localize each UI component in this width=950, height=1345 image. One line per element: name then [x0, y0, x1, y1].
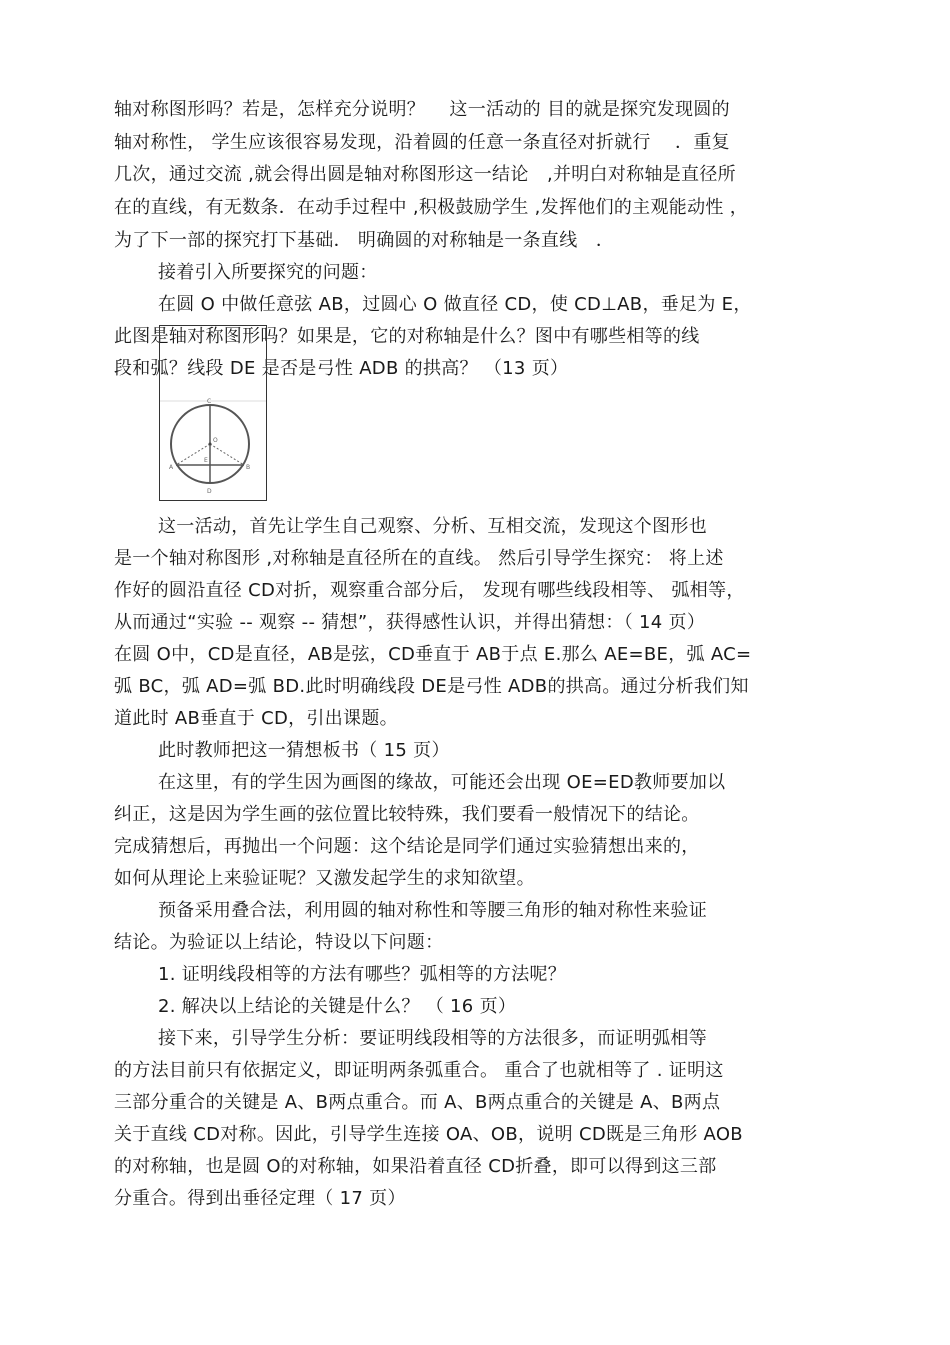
- text-line: 三部分重合的关键是 A、B两点重合。而 A、B两点重合的关键是 A、B两点: [114, 1092, 721, 1113]
- text-line: 纠正，这是因为学生画的弦位置比较特殊，我们要看一般情况下的结论。: [114, 804, 700, 825]
- text-line: 为了下一部的探究打下基础． 明确圆的对称轴是一条直线 ．: [114, 230, 615, 251]
- text-line: 是一个轴对称图形 ,对称轴是直径所在的直线。 然后引导学生探究： 将上述: [114, 548, 724, 569]
- text-line: 弧 BC，弧 AD=弧 BD.此时明确线段 DE是弓性 ADB的拱高。通过分析我们知: [114, 676, 749, 697]
- text-line: 接着引入所要探究的问题：: [158, 262, 378, 283]
- text-line: 预备采用叠合法，利用圆的轴对称性和等腰三角形的轴对称性来验证: [158, 900, 707, 921]
- text-line: 从而通过“实验 -- 观察 -- 猜想”，获得感性认识，并得出猜想：（ 14 页）: [114, 612, 706, 633]
- text-line: 的对称轴，也是圆 O的对称轴，如果沿着直径 CD折叠，即可以得到这三部: [114, 1156, 717, 1177]
- text-line: 的方法目前只有依据定义，即证明两条弧重合。 重合了也就相等了 . 证明这: [114, 1060, 724, 1081]
- text-line: 结论。为验证以上结论，特设以下问题：: [114, 932, 444, 953]
- text-line: 几次，通过交流 ,就会得出圆是轴对称图形这一结论 ,并明白对称轴是直径所: [114, 164, 736, 185]
- label-b: B: [246, 464, 251, 471]
- label-c: C: [207, 398, 212, 405]
- text-line: 此图是轴对称图形吗？如果是，它的对称轴是什么？图中有哪些相等的线: [114, 326, 700, 347]
- label-d: D: [207, 488, 212, 495]
- text-line: 接下来，引导学生分析：要证明线段相等的方法很多，而证明弧相等: [158, 1028, 707, 1049]
- circle-diagram-svg: [160, 326, 266, 500]
- text-line: 段和弧？线段 DE 是否是弓性 ADB 的拱高？ （13 页）: [114, 358, 569, 379]
- text-line: 作好的圆沿直径 CD对折，观察重合部分后， 发现有哪些线段相等、 弧相等，: [114, 580, 745, 601]
- circle-diagram: [159, 325, 267, 501]
- text-line: 在圆 O 中做任意弦 AB，过圆心 O 做直径 CD，使 CD⊥AB，垂足为 E，: [158, 294, 752, 315]
- text-line: 轴对称图形吗？若是，怎样充分说明？ 这一活动的 目的就是探究发现圆的: [114, 99, 730, 120]
- text-line: 在的直线，有无数条．在动手过程中 ,积极鼓励学生 ,发挥他们的主观能动性 ，: [114, 197, 749, 218]
- question-item: 1. 证明线段相等的方法有哪些？弧相等的方法呢？: [158, 964, 567, 985]
- segment-ob: [210, 444, 244, 465]
- label-e: E: [204, 457, 208, 464]
- text-line: 轴对称性， 学生应该很容易发现，沿着圆的任意一条直径对折就行 ．重复: [114, 132, 730, 153]
- text-line: 完成猜想后，再抛出一个问题：这个结论是同学们通过实验猜想出来的，: [114, 836, 700, 857]
- text-line: 在圆 O中，CD是直径，AB是弦，CD垂直于 AB于点 E.那么 AE=BE，弧 AC=: [114, 644, 752, 665]
- text-line: 如何从理论上来验证呢？又激发起学生的求知欲望。: [114, 868, 535, 889]
- text-line: 道此时 AB垂直于 CD，引出课题。: [114, 708, 398, 729]
- question-item: 2. 解决以上结论的关键是什么？ （ 16 页）: [158, 996, 517, 1017]
- text-line: 在这里，有的学生因为画图的缘故，可能还会出现 OE=ED教师要加以: [158, 772, 726, 793]
- label-o: O: [213, 437, 218, 444]
- center-point: [209, 443, 212, 446]
- text-line: 分重合。得到出垂径定理（ 17 页）: [114, 1188, 406, 1209]
- text-line: 此时教师把这一猜想板书（ 15 页）: [158, 740, 450, 761]
- text-line: 这一活动，首先让学生自己观察、分析、互相交流，发现这个图形也: [158, 516, 707, 537]
- label-a: A: [169, 464, 174, 471]
- text-line: 关于直线 CD对称。因此，引导学生连接 OA、OB，说明 CD既是三角形 AOB: [114, 1124, 743, 1145]
